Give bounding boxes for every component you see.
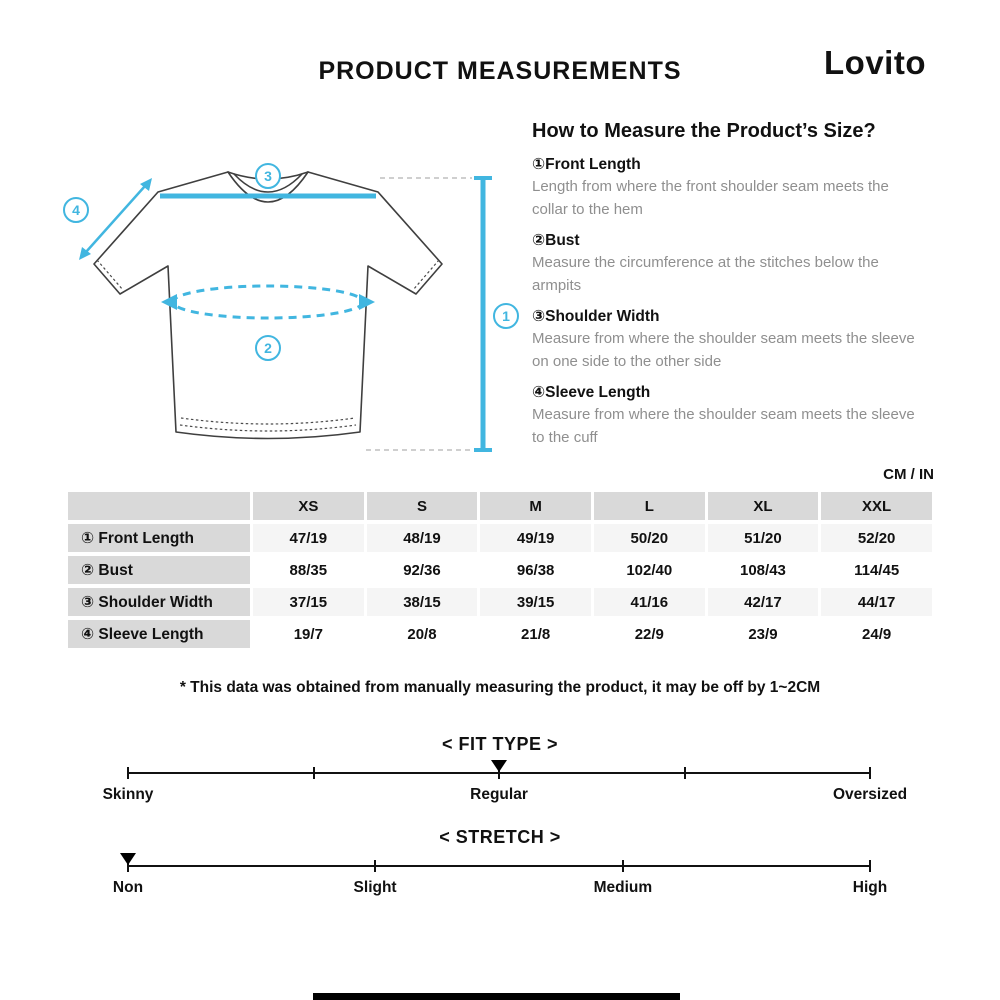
how-to-item [532,307,924,373]
scale-tick [622,860,624,872]
measurement-name: ①Front Length [532,156,641,173]
size-value: 37/15 [253,588,364,616]
sleeve-length-marker-number: 4 [72,202,80,218]
measurement-description: Measure the circumference at the stitches below the armpits [532,254,879,294]
shoulder-width-annotation [160,164,376,196]
size-value: 50/20 [594,524,705,552]
measurement-name: ④Sleeve Length [532,384,651,401]
size-column-header: XL [708,492,819,520]
size-value: 108/43 [708,556,819,584]
size-value: 114/45 [821,556,932,584]
how-to-item [532,231,924,297]
scale-tick [684,767,686,779]
size-value: 88/35 [253,556,364,584]
size-value: 92/36 [367,556,478,584]
scale-tick [869,860,871,872]
corner-cell [68,492,250,520]
size-column-header: S [367,492,478,520]
size-value: 52/20 [821,524,932,552]
size-value: 44/17 [821,588,932,616]
size-value: 96/38 [480,556,591,584]
size-column-header: L [594,492,705,520]
size-value: 38/15 [367,588,478,616]
size-column-header: M [480,492,591,520]
scale-marker [491,760,507,772]
scale-tick [869,767,871,779]
size-table-row [68,588,932,616]
measurement-name: ③Shoulder Width [532,308,660,325]
measurement-description: Measure from where the shoulder seam meets the sleeve to the cuff [532,406,915,446]
size-value: 47/19 [253,524,364,552]
how-to-item [532,155,924,221]
fit-type-title: < FIT TYPE > [441,734,559,754]
front-length-marker-number: 1 [502,308,510,324]
scale-marker [120,853,136,865]
size-table-row [68,556,932,584]
row-label: ① Front Length [68,524,250,552]
size-value: 21/8 [480,620,591,648]
scale-tick [313,767,315,779]
tshirt-outline [94,172,442,439]
how-to-item [532,383,924,449]
scale-option-label: Medium [593,879,653,896]
size-value: 102/40 [594,556,705,584]
scale-tick [374,860,376,872]
size-value: 42/17 [708,588,819,616]
measurement-name: ②Bust [532,232,580,249]
size-table [65,488,935,652]
sleeve-length-arrow [86,186,145,252]
bust-ellipse [173,286,363,318]
row-label: ② Bust [68,556,250,584]
shoulder-width-marker-number: 3 [264,168,272,184]
how-to-title: How to Measure the Product’s Size? [532,120,876,142]
size-value: 41/16 [594,588,705,616]
unit-label: CM / IN [883,466,934,483]
size-table-header-row [68,492,932,520]
size-value: 49/19 [480,524,591,552]
stretch-track [128,865,870,867]
row-label: ④ Sleeve Length [68,620,250,648]
scale-option-label: Non [112,879,144,896]
size-value: 24/9 [821,620,932,648]
scale-option-label: Regular [470,786,528,803]
scale-tick [127,767,129,779]
bust-marker-number: 2 [264,340,272,356]
size-value: 22/9 [594,620,705,648]
home-indicator-bar [313,993,680,1000]
fit-type-slider [102,765,908,811]
size-table-row [68,620,932,648]
right-cuff-stitching [413,260,439,290]
stretch-slider [112,858,888,904]
size-table-body [68,524,932,648]
size-value: 48/19 [367,524,478,552]
scale-option-label: Oversized [832,786,908,803]
tshirt-diagram-svg [28,148,528,458]
row-label: ③ Shoulder Width [68,588,250,616]
hem-stitching [180,425,356,431]
size-value: 23/9 [708,620,819,648]
front-length-annotation [474,178,518,450]
hem-stitching [181,418,355,424]
size-value: 39/15 [480,588,591,616]
size-column-header: XXL [821,492,932,520]
how-to-section [532,120,924,449]
how-to-list [532,155,924,449]
measurement-description: Length from where the front shoulder seam meets the collar to the hem [532,178,889,218]
scale-option-label: Skinny [102,786,154,803]
size-value: 20/8 [367,620,478,648]
measurement-disclaimer: * This data was obtained from manually measuring the product, it may be off by 1~2CM [179,679,821,696]
size-value: 51/20 [708,524,819,552]
page-title: PRODUCT MEASUREMENTS [318,57,682,85]
size-value: 19/7 [253,620,364,648]
scale-option-label: Slight [353,879,397,896]
size-column-header: XS [253,492,364,520]
size-table-row [68,524,932,552]
measurement-description: Measure from where the shoulder seam meets the sleeve on one side to the other side [532,330,915,370]
scale-option-label: High [852,879,888,896]
bust-annotation [161,286,375,360]
tshirt-diagram [28,148,528,458]
brand-logo: Lovito [824,44,926,81]
stretch-title: < STRETCH > [439,827,561,847]
left-cuff-stitching [97,260,123,290]
